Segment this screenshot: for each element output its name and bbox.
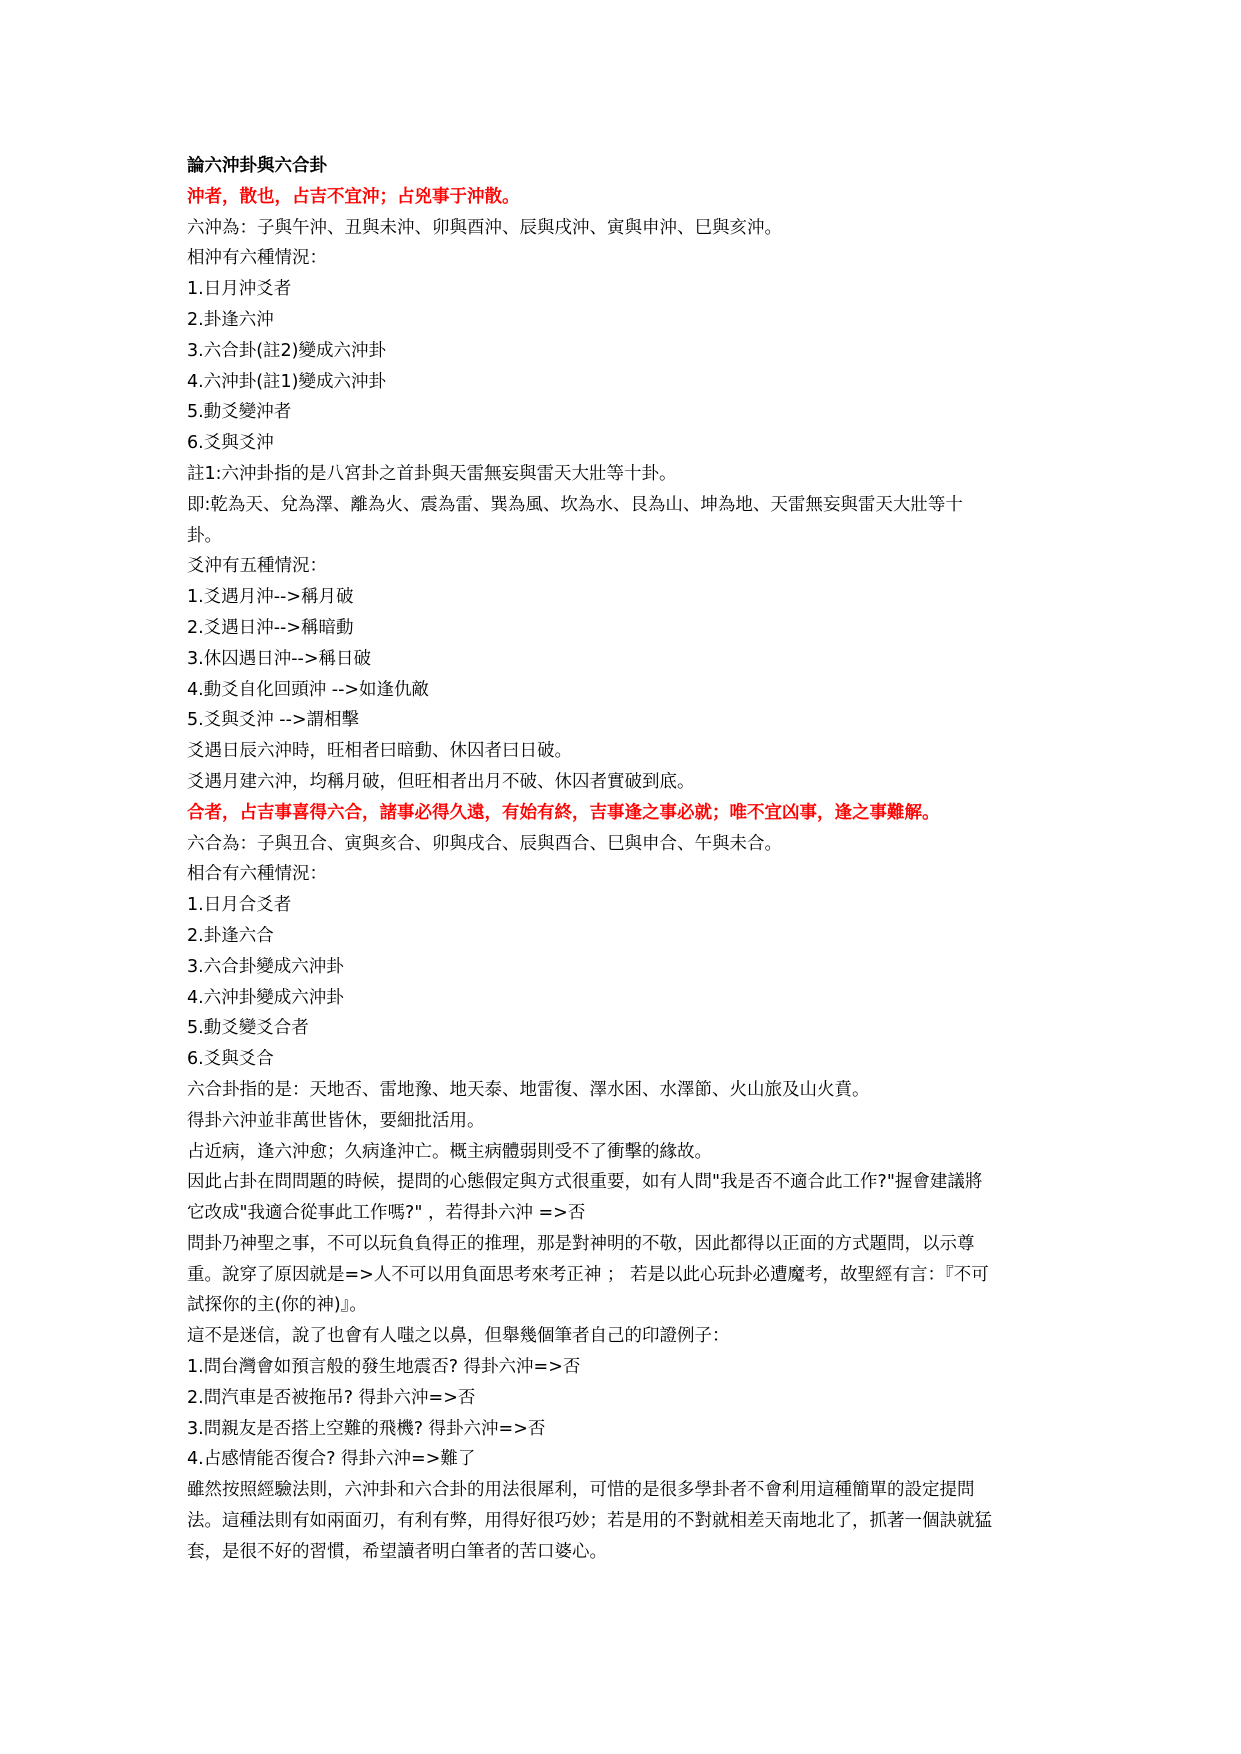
text-line: 4.動爻自化回頭沖 -->如逢仇敵 <box>187 679 430 700</box>
text-line: 3.問親友是否搭上空難的飛機? 得卦六沖=>否 <box>187 1418 546 1439</box>
text-line: 6.爻與爻沖 <box>187 433 274 454</box>
text-line: 註1:六沖卦指的是八宮卦之首卦與天雷無妄與雷天大壯等十卦。 <box>187 463 677 484</box>
text-line: 雖然按照經驗法則，六沖卦和六合卦的用法很犀利，可惜的是很多學卦者不會利用這種簡單的設定提問 <box>187 1480 975 1501</box>
text-line: 卦。 <box>187 525 222 546</box>
text-line: 1.日月沖爻者 <box>187 279 292 300</box>
text-line: 套，是很不好的習慣，希望讀者明白筆者的苦口婆心。 <box>187 1541 607 1562</box>
text-line: 因此占卦在問問題的時候，提問的心態假定與方式很重要，如有人問"我是否不適合此工作?"握會建議將 <box>187 1172 983 1193</box>
document-title: 論六沖卦與六合卦 <box>187 156 327 176</box>
text-line: 問卦乃神聖之事，不可以玩負負得正的推理，那是對神明的不敬，因此都得以正面的方式題問，以示尊 <box>187 1233 975 1254</box>
text-line: 2.卦逢六沖 <box>187 309 274 330</box>
text-line: 5.爻與爻沖 -->謂相擊 <box>187 710 360 731</box>
text-line: 1.爻遇月沖-->稱月破 <box>187 587 354 608</box>
text-line: 得卦六沖並非萬世皆休，要細批活用。 <box>187 1110 485 1131</box>
text-line: 3.六合卦(註2)變成六沖卦 <box>187 340 386 361</box>
text-line: 爻遇日辰六沖時，旺相者曰暗動、休囚者曰日破。 <box>187 741 572 762</box>
text-line: 2.卦逢六合 <box>187 925 274 946</box>
text-line: 2.問汽車是否被拖吊? 得卦六沖=>否 <box>187 1387 476 1408</box>
text-line: 4.六沖卦變成六沖卦 <box>187 987 344 1008</box>
highlight-line: 合者，占吉事喜得六合，諸事必得久遠，有始有終，吉事逢之事必就；唯不宜凶事，逢之事難解。 <box>187 802 940 823</box>
text-line: 6.爻與爻合 <box>187 1049 274 1070</box>
text-line: 六沖為：子與午沖、丑與未沖、卯與酉沖、辰與戌沖、寅與申沖、巳與亥沖。 <box>187 217 782 238</box>
text-line: 六合卦指的是：天地否、雷地豫、地天泰、地雷復、澤水困、水澤節、火山旅及山火賁。 <box>187 1079 870 1100</box>
document-lines <box>187 182 1057 1568</box>
text-line: 相沖有六種情況： <box>187 248 327 269</box>
text-line: 六合為：子與丑合、寅與亥合、卯與戌合、辰與酉合、巳與申合、午與未合。 <box>187 833 782 854</box>
text-line: 爻遇月建六沖，均稱月破，但旺相者出月不破、休囚者實破到底。 <box>187 771 695 792</box>
text-line: 1.問台灣會如預言般的發生地震否? 得卦六沖=>否 <box>187 1357 581 1378</box>
text-line: 這不是迷信，說了也會有人嗤之以鼻，但舉幾個筆者自己的印證例子： <box>187 1326 730 1347</box>
text-line: 它改成"我適合從事此工作嗎?" ，若得卦六沖 =>否 <box>187 1203 586 1224</box>
text-line: 4.占感情能否復合? 得卦六沖=>難了 <box>187 1449 476 1470</box>
text-line: 2.爻遇日沖-->稱暗動 <box>187 617 354 638</box>
text-line: 3.休囚遇日沖-->稱日破 <box>187 648 371 669</box>
text-line: 占近病，逢六沖愈；久病逢沖亡。概主病體弱則受不了衝擊的緣故。 <box>187 1141 712 1162</box>
text-line: 重。說穿了原因就是=>人不可以用負面思考來考正神 ； 若是以此心玩卦必遭魔考，故聖經有言：『不可 <box>187 1264 989 1285</box>
text-line: 5.動爻變沖者 <box>187 402 292 423</box>
highlight-line: 沖者，散也，占吉不宜沖；占兇事于沖散。 <box>187 186 520 207</box>
text-line: 相合有六種情況： <box>187 864 327 885</box>
text-line: 5.動爻變爻合者 <box>187 1018 309 1039</box>
text-line: 試探你的主(你的神)』。 <box>187 1295 367 1316</box>
text-line: 爻沖有五種情況： <box>187 556 327 577</box>
text-line: 3.六合卦變成六沖卦 <box>187 956 344 977</box>
text-line: 即:乾為天、兌為澤、離為火、震為雷、巽為風、坎為水、艮為山、坤為地、天雷無妄與雷天大壯等十 <box>187 494 963 515</box>
text-line: 法。這種法則有如兩面刃，有利有弊，用得好很巧妙；若是用的不對就相差天南地北了，抓著一個訣就猛 <box>187 1511 992 1532</box>
document-body <box>187 151 1057 1568</box>
text-line: 4.六沖卦(註1)變成六沖卦 <box>187 371 386 392</box>
text-line: 1.日月合爻者 <box>187 895 292 916</box>
